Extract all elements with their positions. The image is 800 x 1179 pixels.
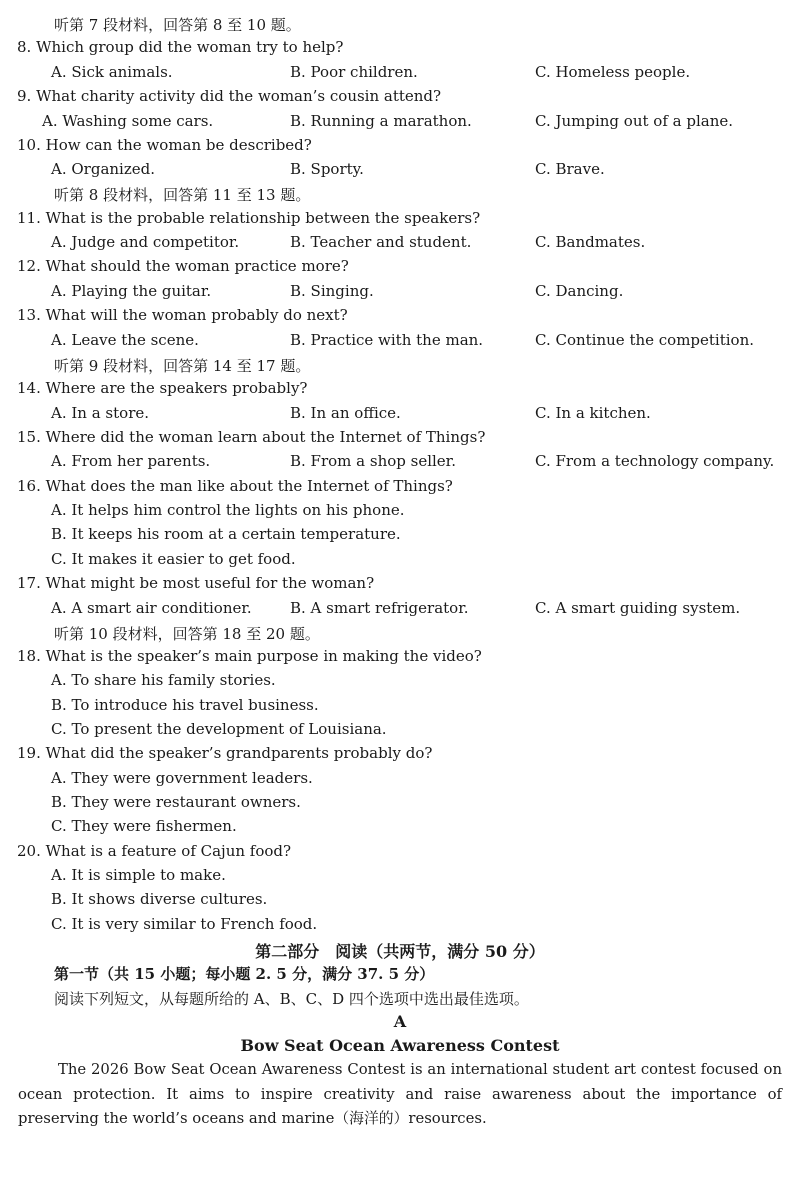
question: 11. What is the probable relationship between the speakers? bbox=[17, 209, 481, 227]
question: 18. What is the speaker’s main purpose in making the video? bbox=[17, 647, 482, 665]
question: 12. What should the woman practice more? bbox=[17, 257, 349, 275]
question: 16. What does the man like about the Internet of Things? bbox=[17, 477, 453, 495]
question: 14. Where are the speakers probably? bbox=[17, 379, 308, 397]
option-b: B. Teacher and student. bbox=[290, 233, 472, 251]
option-c: C. They were fishermen. bbox=[51, 817, 237, 835]
option-a: A. Leave the scene. bbox=[51, 331, 199, 349]
option-b: B. Singing. bbox=[290, 282, 374, 300]
option-b: B. It shows diverse cultures. bbox=[51, 890, 268, 908]
option-a: A. It is simple to make. bbox=[51, 866, 226, 884]
question: 15. Where did the woman learn about the Internet of Things? bbox=[17, 428, 486, 446]
option-c: C. Jumping out of a plane. bbox=[535, 112, 734, 130]
option-b: B. They were restaurant owners. bbox=[51, 793, 301, 811]
option-c: C. A smart guiding system. bbox=[535, 599, 741, 617]
option-b: B. Poor children. bbox=[290, 63, 418, 81]
option-a: A. Washing some cars. bbox=[42, 112, 214, 130]
question: 13. What will the woman probably do next? bbox=[17, 306, 348, 324]
instruction: 阅读下列短文，从每题所给的 A、B、C、D 四个选项中选出最佳选项。 bbox=[54, 990, 529, 1008]
question: 17. What might be most useful for the woman? bbox=[17, 574, 375, 592]
option-c: C. It makes it easier to get food. bbox=[51, 550, 296, 568]
option-b: B. Running a marathon. bbox=[290, 112, 472, 130]
passage-letter: A bbox=[393, 1012, 407, 1031]
option-a: A. Sick animals. bbox=[51, 63, 173, 81]
option-a: A. It helps him control the lights on his phone. bbox=[51, 501, 405, 519]
option-c: C. Homeless people. bbox=[535, 63, 691, 81]
option-c: C. It is very similar to French food. bbox=[51, 915, 318, 933]
option-a: A. From her parents. bbox=[51, 452, 211, 470]
option-a: A. In a store. bbox=[51, 404, 150, 422]
option-b: B. From a shop seller. bbox=[290, 452, 456, 470]
section-title: 第一节（共 15 小题；每小题 2. 5 分，满分 37. 5 分） bbox=[54, 965, 435, 983]
passage-title: Bow Seat Ocean Awareness Contest bbox=[240, 1036, 560, 1055]
option-a: A. Judge and competitor. bbox=[51, 233, 240, 251]
option-c: C. To present the development of Louisiana. bbox=[51, 720, 387, 738]
option-c: C. Brave. bbox=[535, 160, 605, 178]
option-b: B. Practice with the man. bbox=[290, 331, 484, 349]
option-c: C. Dancing. bbox=[535, 282, 624, 300]
question: 10. How can the woman be described? bbox=[17, 136, 312, 154]
option-b: B. It keeps his room at a certain temperature. bbox=[51, 525, 401, 543]
question: 8. Which group did the woman try to help? bbox=[17, 38, 344, 56]
part-title: 第二部分 阅读（共两节，满分 50 分） bbox=[255, 942, 545, 961]
option-b: B. In an office. bbox=[290, 404, 401, 422]
option-b: B. Sporty. bbox=[290, 160, 364, 178]
section-heading: 听第 9 段材料，回答第 14 至 17 题。 bbox=[54, 357, 311, 375]
option-a: A. Playing the guitar. bbox=[51, 282, 212, 300]
question: 19. What did the speaker’s grandparents probably do? bbox=[17, 744, 433, 762]
passage-paragraph: The 2026 Bow Seat Ocean Awareness Contest is an international student art contest focused on ocean protection. It aims to inspire creativity and raise awareness about the importance of preserving the world’s oceans and marine（海洋的）resources. bbox=[18, 1061, 782, 1127]
option-a: A. To share his family stories. bbox=[51, 671, 276, 689]
option-c: C. In a kitchen. bbox=[535, 404, 651, 422]
option-b: B. A smart refrigerator. bbox=[290, 599, 469, 617]
option-a: A. They were government leaders. bbox=[51, 769, 313, 787]
option-c: C. From a technology company. bbox=[535, 452, 775, 470]
section-heading: 听第 8 段材料，回答第 11 至 13 题。 bbox=[54, 186, 311, 204]
option-b: B. To introduce his travel business. bbox=[51, 696, 319, 714]
option-a: A. A smart air conditioner. bbox=[51, 599, 252, 617]
option-a: A. Organized. bbox=[51, 160, 155, 178]
option-c: C. Bandmates. bbox=[535, 233, 646, 251]
option-c: C. Continue the competition. bbox=[535, 331, 755, 349]
section-heading: 听第 7 段材料，回答第 8 至 10 题。 bbox=[54, 16, 301, 34]
question: 20. What is a feature of Cajun food? bbox=[17, 842, 292, 860]
section-heading: 听第 10 段材料，回答第 18 至 20 题。 bbox=[54, 625, 320, 643]
question: 9. What charity activity did the woman’s cousin attend? bbox=[17, 87, 442, 105]
